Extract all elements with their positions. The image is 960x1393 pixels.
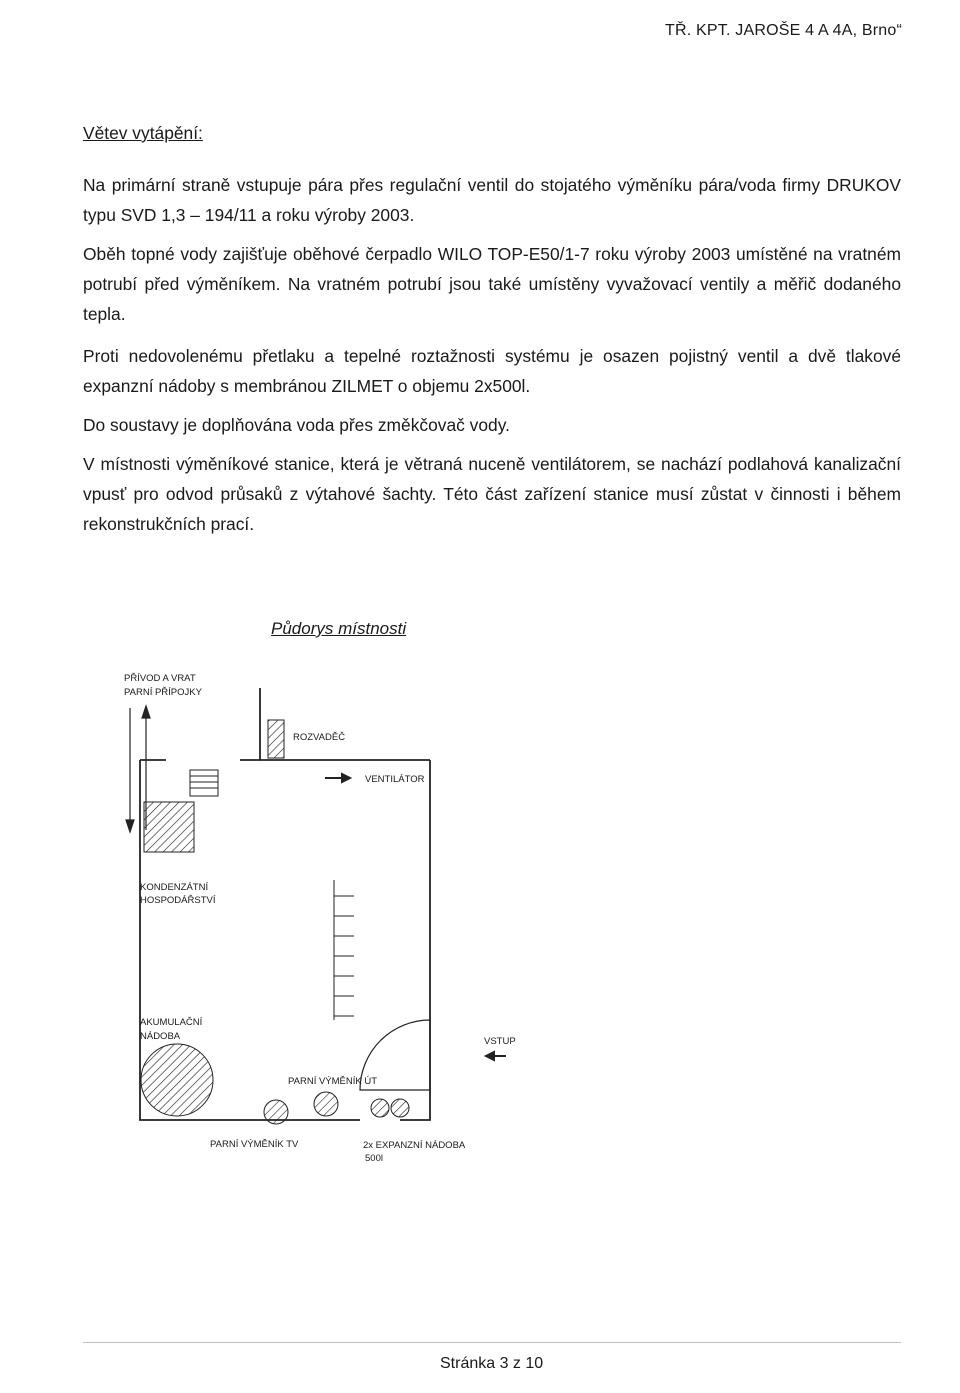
entrance-arrow-icon — [486, 1052, 506, 1060]
stairs-upper-symbol — [190, 770, 218, 796]
exchanger-ut-label: PARNÍ VÝMĚNÍK ÚT — [288, 1076, 378, 1087]
tank-label-1: AKUMULAČNÍ — [140, 1017, 203, 1028]
expansion-vessel-1-symbol — [371, 1099, 389, 1117]
stairs-right-symbol — [334, 880, 354, 1020]
switchboard-label: ROZVADĚČ — [293, 732, 346, 743]
floor-plan-drawing — [100, 660, 540, 1170]
exchanger-ut-symbol — [314, 1092, 338, 1116]
condensate-unit-symbol — [144, 802, 194, 852]
section-heading: Větev vytápění: — [83, 123, 203, 143]
supply-label-2: PARNÍ PŘÍPOJKY — [124, 687, 202, 698]
paragraph-overpressure: Proti nedovolenému přetlaku a tepelné roztažnosti systému je osazen pojistný ventil a dvě tlakové expanzní nádoby s membránou ZILMET o objemu 2x500l. — [83, 346, 901, 396]
condensate-label-2: HOSPODÁŘSTVÍ — [140, 895, 216, 906]
fan-arrow-icon — [325, 774, 350, 782]
expansion-vessel-2-symbol — [391, 1099, 409, 1117]
paragraph-refill: Do soustavy je doplňována voda přes změkčovač vody. — [83, 415, 510, 435]
floor-plan-title: Půdorys místnosti — [271, 619, 407, 638]
entrance-label: VSTUP — [484, 1036, 516, 1047]
condensate-label-1: KONDENZÁTNÍ — [140, 882, 209, 893]
accumulation-tank-symbol — [141, 1044, 213, 1116]
page-number: Stránka 3 z 10 — [440, 1355, 544, 1372]
paragraph-room: V místnosti výměníkové stanice, která je větraná nuceně ventilátorem, se nachází podlahová kanalizační vpusť pro odvod průsaků z výtahové šachty. Této část zařízení stanice musí zůstat v činnosti i během rekonstrukčních prací. — [83, 454, 901, 534]
paragraph-circulation: Oběh topné vody zajišťuje oběhové čerpadlo WILO TOP-E50/1-7 roku výroby 2003 umístěné na vratném potrubí před výměníkem. Na vratném potrubí jsou také umístěny vyvažovací ventily a měřič dodaného tepla. — [83, 244, 901, 324]
expansion-label-2: 500l — [365, 1153, 383, 1164]
tank-label-2: NÁDOBA — [140, 1031, 181, 1042]
switchboard-symbol — [268, 720, 284, 758]
expansion-label-1: 2x EXPANZNÍ NÁDOBA — [363, 1140, 466, 1151]
exchanger-tv-symbol — [264, 1100, 288, 1124]
supply-label-1: PŘÍVOD A VRAT — [124, 673, 196, 684]
footer-divider — [83, 1342, 901, 1343]
document-body — [83, 118, 901, 548]
exchanger-tv-label: PARNÍ VÝMĚNÍK TV — [210, 1139, 299, 1150]
paragraph-primary-side: Na primární straně vstupuje pára přes regulační ventil do stojatého výměníku pára/voda firmy DRUKOV typu SVD 1,3 – 194/11 a roku výroby 2003. — [83, 175, 901, 225]
fan-label: VENTILÁTOR — [365, 774, 425, 785]
document-header: TŘ. KPT. JAROŠE 4 A 4A, Brno“ — [665, 22, 902, 39]
